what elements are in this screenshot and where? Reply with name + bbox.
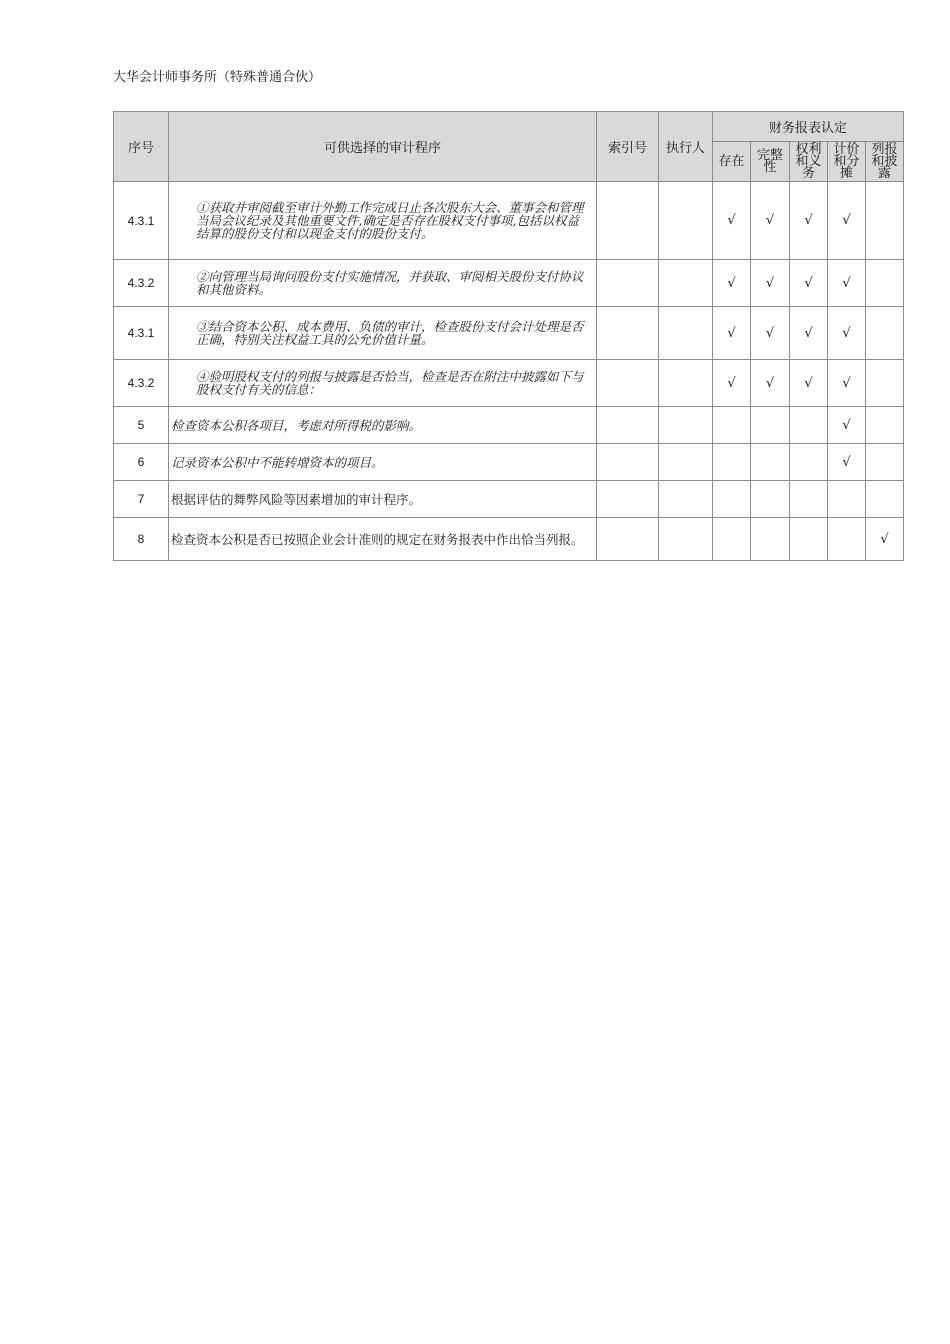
table-row <box>114 444 904 481</box>
check-mark <box>828 481 866 518</box>
check-mark: √ <box>790 307 828 360</box>
check-mark <box>866 360 904 407</box>
row-index <box>597 518 659 561</box>
row-executor <box>659 444 713 481</box>
check-mark <box>866 407 904 444</box>
check-mark: √ <box>828 444 866 481</box>
row-index <box>597 260 659 307</box>
assertion-completeness: 完整性 <box>751 142 790 182</box>
check-mark: √ <box>751 360 790 407</box>
row-procedure: ④验明股权支付的列报与披露是否恰当，检查是否在附注中披露如下与股权支付有关的信息： <box>169 360 597 407</box>
row-executor <box>659 260 713 307</box>
row-executor <box>659 481 713 518</box>
table-row <box>114 518 904 561</box>
check-mark <box>751 407 790 444</box>
page-header-firm: 大华会计师事务所（特殊普通合伙） <box>113 70 322 85</box>
row-index <box>597 360 659 407</box>
check-mark: √ <box>828 360 866 407</box>
row-procedure: 检查资本公积各项目，考虑对所得税的影响。 <box>169 407 597 444</box>
row-seq: 8 <box>114 518 169 561</box>
row-executor <box>659 307 713 360</box>
check-mark: √ <box>713 182 751 260</box>
check-mark: √ <box>751 307 790 360</box>
check-mark <box>713 481 751 518</box>
check-mark: √ <box>866 518 904 561</box>
check-mark: √ <box>790 260 828 307</box>
table-row <box>114 182 904 260</box>
col-header-procedure: 可供选择的审计程序 <box>169 112 597 182</box>
row-index <box>597 307 659 360</box>
row-seq: 5 <box>114 407 169 444</box>
check-mark <box>790 518 828 561</box>
check-mark <box>866 444 904 481</box>
check-mark: √ <box>790 360 828 407</box>
check-mark <box>790 481 828 518</box>
check-mark: √ <box>751 260 790 307</box>
row-executor <box>659 518 713 561</box>
check-mark: √ <box>713 360 751 407</box>
check-mark: √ <box>790 182 828 260</box>
col-header-executor: 执行人 <box>659 112 713 182</box>
assertion-rights-obligations: 权利和义务 <box>790 142 828 182</box>
check-mark <box>866 307 904 360</box>
col-header-index: 索引号 <box>597 112 659 182</box>
table-row <box>114 481 904 518</box>
row-seq: 4.3.2 <box>114 260 169 307</box>
row-executor <box>659 360 713 407</box>
check-mark <box>713 407 751 444</box>
row-seq: 4.3.2 <box>114 360 169 407</box>
check-mark: √ <box>828 307 866 360</box>
row-procedure: ①获取并审阅截至审计外勤工作完成日止各次股东大会、董事会和管理当局会议纪录及其他重要文件,确定是否存在股权支付事项,包括以权益结算的股份支付和以现金支付的股份支付。 <box>169 182 597 260</box>
row-index <box>597 182 659 260</box>
row-seq: 7 <box>114 481 169 518</box>
row-procedure: 检查资本公积是否已按照企业会计准则的规定在财务报表中作出恰当列报。 <box>169 518 597 561</box>
row-index <box>597 407 659 444</box>
check-mark: √ <box>713 260 751 307</box>
check-mark <box>866 260 904 307</box>
row-index <box>597 481 659 518</box>
check-mark <box>751 444 790 481</box>
row-seq: 6 <box>114 444 169 481</box>
col-header-seq: 序号 <box>114 112 169 182</box>
row-procedure: ②向管理当局询问股份支付实施情况，并获取、审阅相关股份支付协议和其他资料。 <box>169 260 597 307</box>
check-mark <box>866 481 904 518</box>
audit-procedure-table <box>113 111 904 561</box>
row-index <box>597 444 659 481</box>
row-procedure: 根据评估的舞弊风险等因素增加的审计程序。 <box>169 481 597 518</box>
check-mark: √ <box>828 407 866 444</box>
row-seq: 4.3.1 <box>114 182 169 260</box>
table-row <box>114 407 904 444</box>
table-row <box>114 307 904 360</box>
row-seq: 4.3.1 <box>114 307 169 360</box>
table-row <box>114 360 904 407</box>
check-mark: √ <box>713 307 751 360</box>
check-mark: √ <box>751 182 790 260</box>
assertion-existence: 存在 <box>713 142 751 182</box>
check-mark <box>790 444 828 481</box>
check-mark <box>790 407 828 444</box>
row-executor <box>659 407 713 444</box>
check-mark <box>866 182 904 260</box>
row-procedure: ③结合资本公积、成本费用、负债的审计，检查股份支付会计处理是否正确，特别关注权益工具的公允价值计量。 <box>169 307 597 360</box>
check-mark <box>751 518 790 561</box>
check-mark: √ <box>828 182 866 260</box>
check-mark <box>828 518 866 561</box>
assertion-presentation-disclosure: 列报和披露 <box>866 142 904 182</box>
row-procedure: 记录资本公积中不能转增资本的项目。 <box>169 444 597 481</box>
table-row <box>114 260 904 307</box>
assertion-valuation-allocation: 计价和分摊 <box>828 142 866 182</box>
check-mark: √ <box>828 260 866 307</box>
col-header-assertions: 财务报表认定 <box>713 112 904 142</box>
check-mark <box>751 481 790 518</box>
row-executor <box>659 182 713 260</box>
check-mark <box>713 444 751 481</box>
check-mark <box>713 518 751 561</box>
